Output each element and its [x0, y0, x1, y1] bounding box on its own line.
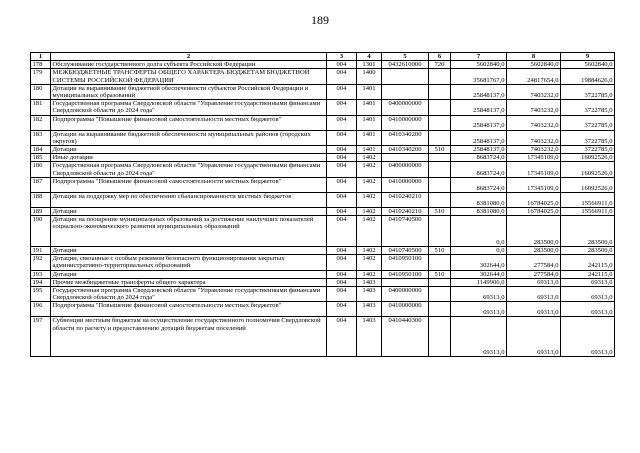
- col4-cell: 1401: [357, 100, 382, 115]
- col5-cell: 0410440300: [382, 317, 429, 357]
- col7-value: 1149906,0: [451, 278, 507, 286]
- col9-value: 5602840,0: [561, 61, 615, 69]
- row-name: МЕЖБЮДЖЕТНЫЕ ТРАНСФЕРТЫ ОБЩЕГО ХАРАКТЕРА БЮДЖЕТАМ БЮДЖЕТНОЙ СИСТЕМЫ РОССИЙСКОЙ ФЕДЕРАЦИИ: [51, 69, 327, 84]
- col4-cell: 1403: [357, 278, 382, 286]
- table-row: [31, 177, 615, 192]
- col6-cell: [429, 302, 451, 317]
- col5-cell: 0400000000: [382, 100, 429, 115]
- col8-value: 7403232,0: [507, 130, 561, 145]
- col7-value: 25848137,0: [451, 84, 507, 99]
- col5-cell: 0410000000: [382, 177, 429, 192]
- row-name: Дотации на выравнивание бюджетной обеспеченности субъектов Российской Федерации и муниципальных образований: [51, 84, 327, 99]
- col5-cell: 0410340200: [382, 146, 429, 154]
- col4-cell: 1402: [357, 216, 382, 247]
- page-number: 189: [311, 13, 329, 27]
- table-row: [31, 278, 615, 286]
- column-header: 8: [507, 53, 561, 61]
- row-name: Обслуживание государственного долга субъекта Российской Федерации: [51, 61, 327, 69]
- col3-cell: 004: [327, 207, 357, 215]
- row-number: 197: [31, 317, 51, 357]
- row-number: 180: [31, 84, 51, 99]
- row-name: Дотации: [51, 207, 327, 215]
- table-row: [31, 69, 615, 84]
- col6-cell: [429, 84, 451, 99]
- col5-cell: 0410240210: [382, 207, 429, 215]
- col9-value: 16092526,0: [561, 154, 615, 162]
- col3-cell: 004: [327, 115, 357, 130]
- row-number: 186: [31, 162, 51, 177]
- col5-cell: [382, 84, 429, 99]
- col5-cell: 0410950100: [382, 255, 429, 270]
- col5-cell: 0410740500: [382, 247, 429, 255]
- table-row: [31, 255, 615, 270]
- col7-value: 8381080,0: [451, 207, 507, 215]
- col4-cell: 1402: [357, 207, 382, 215]
- col9-value: 3722785,0: [561, 100, 615, 115]
- row-name: Государственная программа Свердловской области "Управление государственными финансами Свердловской области до 2024 года": [51, 100, 327, 115]
- col4-cell: 1402: [357, 192, 382, 207]
- col9-value: 242115,0: [561, 255, 615, 270]
- col4-cell: 1402: [357, 255, 382, 270]
- col9-value: 69313,0: [561, 278, 615, 286]
- row-number: 182: [31, 115, 51, 130]
- col9-value: 69313,0: [561, 287, 615, 302]
- row-number: 184: [31, 146, 51, 154]
- row-name: Дотации на поддержку мер по обеспечению сбалансированности местных бюджетов: [51, 192, 327, 207]
- col7-value: 35681767,0: [451, 69, 507, 84]
- col8-value: 277584,0: [507, 270, 561, 278]
- col7-value: 8381080,0: [451, 192, 507, 207]
- column-header: 5: [382, 53, 429, 61]
- col3-cell: 004: [327, 61, 357, 69]
- column-header: 6: [429, 53, 451, 61]
- col3-cell: 004: [327, 287, 357, 302]
- col5-cell: [382, 69, 429, 84]
- col4-cell: 1402: [357, 154, 382, 162]
- row-name: Подпрограмма "Повышение финансовой самостоятельности местных бюджетов": [51, 115, 327, 130]
- col8-value: 69313,0: [507, 287, 561, 302]
- col5-cell: 0410000000: [382, 115, 429, 130]
- col8-value: 16784025,0: [507, 192, 561, 207]
- col4-cell: 1401: [357, 84, 382, 99]
- col5-cell: 0410000000: [382, 302, 429, 317]
- row-name: Дотации: [51, 270, 327, 278]
- row-name: Дотации на поощрение муниципальных образований за достижение наилучших показателей социально-экономического развития муниципальных образований: [51, 216, 327, 247]
- col8-value: 7403232,0: [507, 146, 561, 154]
- col9-value: 3722785,0: [561, 146, 615, 154]
- col3-cell: 004: [327, 130, 357, 145]
- table-row: [31, 216, 615, 247]
- column-header: 7: [451, 53, 507, 61]
- table-row: [31, 130, 615, 145]
- col5-cell: 0400000000: [382, 162, 429, 177]
- col6-cell: [429, 278, 451, 286]
- column-header: 3: [327, 53, 357, 61]
- col4-cell: 1401: [357, 130, 382, 145]
- col9-value: 242115,0: [561, 270, 615, 278]
- col5-cell: 0410240210: [382, 192, 429, 207]
- col3-cell: 004: [327, 177, 357, 192]
- col9-value: 283500,0: [561, 216, 615, 247]
- col9-value: 15566911,0: [561, 207, 615, 215]
- col4-cell: 1402: [357, 247, 382, 255]
- col5-cell: [382, 154, 429, 162]
- table-row: [31, 115, 615, 130]
- col9-value: 15566911,0: [561, 192, 615, 207]
- row-name: Дотации: [51, 146, 327, 154]
- row-name: Государственная программа Свердловской области "Управление государственными финансами Свердловской области до 2024 года": [51, 162, 327, 177]
- table-row: [31, 207, 615, 215]
- col5-cell: 0410740500: [382, 216, 429, 247]
- table-row: [31, 247, 615, 255]
- col8-value: 277584,0: [507, 255, 561, 270]
- col7-value: 0,0: [451, 247, 507, 255]
- row-number: 189: [31, 207, 51, 215]
- row-number: 196: [31, 302, 51, 317]
- col6-cell: [429, 115, 451, 130]
- row-number: 195: [31, 287, 51, 302]
- col7-value: 302644,0: [451, 270, 507, 278]
- col4-cell: 1401: [357, 146, 382, 154]
- table-row: [31, 100, 615, 115]
- col8-value: 7403232,0: [507, 84, 561, 99]
- col3-cell: 004: [327, 216, 357, 247]
- row-name: Прочие межбюджетные трансферты общего характера: [51, 278, 327, 286]
- column-header: 1: [31, 53, 51, 61]
- column-header: 2: [51, 53, 327, 61]
- col3-cell: 004: [327, 162, 357, 177]
- col3-cell: 004: [327, 154, 357, 162]
- row-name: Государственная программа Свердловской области "Управление государственными финансами Свердловской области до 2024 года": [51, 287, 327, 302]
- row-name: Иные дотации: [51, 154, 327, 162]
- col9-value: 283500,0: [561, 247, 615, 255]
- col7-value: 8683724,0: [451, 162, 507, 177]
- col6-cell: [429, 255, 451, 270]
- col4-cell: 1403: [357, 317, 382, 357]
- col4-cell: 1400: [357, 69, 382, 84]
- table-row: [31, 84, 615, 99]
- col3-cell: 004: [327, 247, 357, 255]
- col9-value: 19884626,0: [561, 69, 615, 84]
- col4-cell: 1402: [357, 177, 382, 192]
- table-row: [31, 146, 615, 154]
- col8-value: 7403232,0: [507, 115, 561, 130]
- col9-value: 16092526,0: [561, 177, 615, 192]
- row-number: 192: [31, 255, 51, 270]
- col8-value: 5602840,0: [507, 61, 561, 69]
- col8-value: 17345109,0: [507, 154, 561, 162]
- col6-cell: 720: [429, 61, 451, 69]
- col8-value: 17345109,0: [507, 177, 561, 192]
- col5-cell: [382, 278, 429, 286]
- table-header-row: [31, 53, 615, 61]
- table-row: [31, 270, 615, 278]
- col8-value: 69313,0: [507, 278, 561, 286]
- row-number: 187: [31, 177, 51, 192]
- col6-cell: [429, 162, 451, 177]
- col8-value: 16784025,0: [507, 207, 561, 215]
- row-number: 185: [31, 154, 51, 162]
- col4-cell: 1402: [357, 162, 382, 177]
- table-row: [31, 317, 615, 357]
- row-number: 183: [31, 130, 51, 145]
- row-number: 179: [31, 69, 51, 84]
- col6-cell: 510: [429, 247, 451, 255]
- row-name: Подпрограмма "Повышение финансовой самостоятельности местных бюджетов": [51, 302, 327, 317]
- column-header: 4: [357, 53, 382, 61]
- col3-cell: 004: [327, 278, 357, 286]
- col4-cell: 1301: [357, 61, 382, 69]
- col6-cell: [429, 100, 451, 115]
- col7-value: 8683724,0: [451, 177, 507, 192]
- col7-value: 25848137,0: [451, 115, 507, 130]
- row-name: Субвенции местным бюджетам на осуществление государственного полномочия Свердловской области по расчету и предоставлению дотаций бюджетам поселений: [51, 317, 327, 357]
- table-row: [31, 302, 615, 317]
- row-number: 193: [31, 270, 51, 278]
- row-number: 181: [31, 100, 51, 115]
- col7-value: 25848137,0: [451, 146, 507, 154]
- col9-value: 69313,0: [561, 317, 615, 357]
- table-row: [31, 154, 615, 162]
- row-name: Дотации: [51, 247, 327, 255]
- col3-cell: 004: [327, 100, 357, 115]
- col7-value: 302644,0: [451, 255, 507, 270]
- col5-cell: 0410950100: [382, 270, 429, 278]
- col7-value: 69313,0: [451, 302, 507, 317]
- col8-value: 17345109,0: [507, 162, 561, 177]
- col6-cell: [429, 177, 451, 192]
- col8-value: 24817654,0: [507, 69, 561, 84]
- col3-cell: 004: [327, 255, 357, 270]
- col4-cell: 1403: [357, 302, 382, 317]
- col8-value: 7403232,0: [507, 100, 561, 115]
- col8-value: 283500,0: [507, 216, 561, 247]
- row-name: Дотации, связанные с особым режимом безопасного функционирования закрытых административно-территориальных образований: [51, 255, 327, 270]
- row-number: 188: [31, 192, 51, 207]
- col9-value: 3722785,0: [561, 130, 615, 145]
- col4-cell: 1401: [357, 115, 382, 130]
- col6-cell: [429, 317, 451, 357]
- col9-value: 3722785,0: [561, 115, 615, 130]
- col8-value: 69313,0: [507, 317, 561, 357]
- col7-value: 25848137,0: [451, 130, 507, 145]
- col6-cell: [429, 154, 451, 162]
- col3-cell: 004: [327, 317, 357, 357]
- col8-value: 283500,0: [507, 247, 561, 255]
- col3-cell: 004: [327, 69, 357, 84]
- col3-cell: 004: [327, 270, 357, 278]
- col8-value: 69313,0: [507, 302, 561, 317]
- col4-cell: 1402: [357, 270, 382, 278]
- col9-value: 3722785,0: [561, 84, 615, 99]
- col3-cell: 004: [327, 302, 357, 317]
- row-number: 178: [31, 61, 51, 69]
- col7-value: 69313,0: [451, 317, 507, 357]
- row-number: 190: [31, 216, 51, 247]
- col6-cell: [429, 287, 451, 302]
- row-name: Подпрограмма "Повышение финансовой самостоятельности местных бюджетов": [51, 177, 327, 192]
- table-row: [31, 192, 615, 207]
- col6-cell: [429, 216, 451, 247]
- row-name: Дотации на выравнивание бюджетной обеспеченности муниципальных районов (городских округов): [51, 130, 327, 145]
- col6-cell: [429, 130, 451, 145]
- row-number: 191: [31, 247, 51, 255]
- col5-cell: 0432610000: [382, 61, 429, 69]
- col7-value: 0,0: [451, 216, 507, 247]
- col3-cell: 004: [327, 192, 357, 207]
- col7-value: 69313,0: [451, 287, 507, 302]
- col3-cell: 004: [327, 146, 357, 154]
- col6-cell: [429, 192, 451, 207]
- col5-cell: 0410340200: [382, 130, 429, 145]
- col6-cell: [429, 69, 451, 84]
- col3-cell: 004: [327, 84, 357, 99]
- col9-value: 16092526,0: [561, 162, 615, 177]
- col9-value: 69313,0: [561, 302, 615, 317]
- table-row: [31, 162, 615, 177]
- col6-cell: 510: [429, 270, 451, 278]
- col7-value: 25848137,0: [451, 100, 507, 115]
- col6-cell: 510: [429, 207, 451, 215]
- table-row: [31, 287, 615, 302]
- col7-value: 5602840,0: [451, 61, 507, 69]
- col7-value: 8683724,0: [451, 154, 507, 162]
- col4-cell: 1403: [357, 287, 382, 302]
- budget-table: [30, 52, 615, 357]
- table-row: [31, 61, 615, 69]
- col5-cell: 0400000000: [382, 287, 429, 302]
- column-header: 9: [561, 53, 615, 61]
- row-number: 194: [31, 278, 51, 286]
- col6-cell: 510: [429, 146, 451, 154]
